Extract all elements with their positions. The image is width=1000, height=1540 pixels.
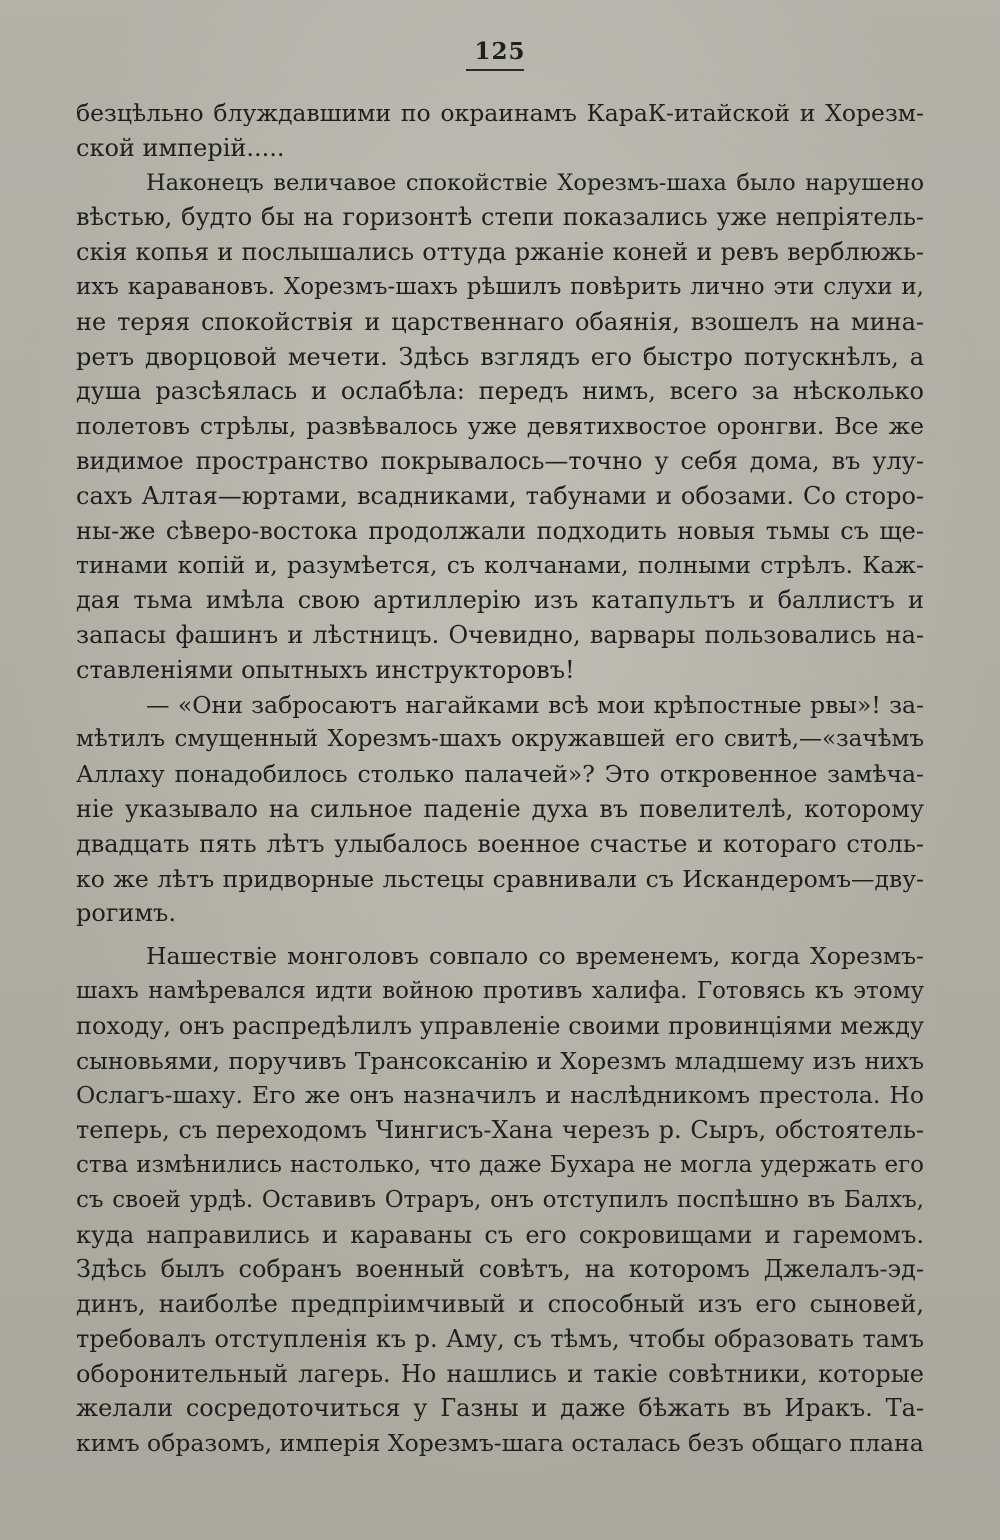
text-line: кимъ образомъ, имперія Хорезмъ-шага осталась безъ общаго плана	[76, 1429, 924, 1458]
paragraph	[76, 96, 924, 166]
text-line: оборонительный лагерь. Но нашлись и такіе совѣтники, которые	[76, 1359, 924, 1388]
text-line: видимое пространство покрывалось—точно у себя дома, въ улу-	[76, 446, 924, 475]
page-number: 125	[474, 38, 526, 65]
text-line: куда направились и караваны съ его сокровищами и гаремомъ.	[76, 1220, 924, 1249]
text-line: съ своей урдѣ. Оставивъ Отраръ, онъ отступилъ поспѣшно въ Балхъ,	[76, 1186, 924, 1213]
text-line: скія копья и послышались оттуда ржаніе коней и ревъ верблюжь-	[76, 238, 924, 267]
text-line: вѣстью, будто бы на горизонтѣ степи показались уже непріятель-	[76, 203, 924, 232]
text-line: желали сосредоточиться у Газны и даже бѣжать въ Иракъ. Та-	[76, 1394, 924, 1423]
text-line: походу, онъ распредѣлилъ управленіе своими провинціями между	[76, 1011, 924, 1040]
text-line: ко же лѣтъ придворные льстецы сравнивали съ Искандеромъ—дву-	[76, 864, 924, 893]
text-line: ихъ каравановъ. Хорезмъ-шахъ рѣшилъ повѣрить лично эти слухи и,	[76, 273, 924, 300]
text-line: динъ, наиболѣе предпріимчивый и способный изъ его сыновей,	[76, 1290, 924, 1319]
page-number-underline	[466, 69, 524, 71]
text-line: ретъ дворцовой мечети. Здѣсь взглядъ его быстро потускнѣлъ, а	[76, 342, 924, 371]
text-line: ства измѣнились настолько, что даже Бухара не могла удержать его	[76, 1151, 924, 1178]
text-line: двадцать пять лѣтъ улыбалось военное счастье и котораго столь-	[76, 829, 924, 858]
text-line: ніе указывало на сильное паденіе духа въ повелителѣ, которому	[76, 794, 924, 823]
paragraph-gap	[76, 931, 924, 939]
text-line: мѣтилъ смущенный Хорезмъ-шахъ окружавшей его свитѣ,—«зачѣмъ	[76, 726, 924, 753]
text-line: рогимъ.	[76, 899, 176, 928]
text-line: сыновьями, поручивъ Трансоксанію и Хорезмъ младшему изъ нихъ	[76, 1046, 924, 1075]
paragraph	[76, 939, 924, 1461]
text-line: Ослагъ-шаху. Его же онъ назначилъ и наслѣдникомъ престола. Но	[76, 1081, 924, 1110]
text-line: полетовъ стрѣлы, развѣвалось уже девятихвостое оронгви. Все же	[76, 412, 924, 441]
text-line: душа разсѣялась и ослабѣла: передъ нимъ, всего за нѣсколько	[76, 377, 924, 406]
paragraph	[76, 166, 924, 688]
text-line: сахъ Алтая—юртами, всадниками, табунами и обозами. Со сторо-	[76, 481, 924, 510]
text-line: ставленіями опытныхъ инструкторовъ!	[76, 655, 575, 684]
text-line: дая тьма имѣла свою артиллерію изъ катапультъ и баллистъ и	[76, 586, 924, 615]
text-line: безцѣльно блуждавшими по окраинамъ КараК-итайской и Хорезм-	[76, 99, 924, 127]
text-line: ской имперій.....	[76, 133, 285, 162]
text-line: Аллаху понадобилось столько палачей»? Это откровенное замѣча-	[76, 760, 924, 789]
text-line: Нашествіе монголовъ совпало со временемъ, когда Хорезмъ-	[146, 942, 924, 971]
text-line: тинами копій и, разумѣется, съ колчанами, полными стрѣлъ. Каж-	[76, 551, 924, 580]
text-line: ны-же сѣверо-востока продолжали подходить новыя тьмы съ ще-	[76, 516, 924, 545]
text-line: — «Они забросаютъ нагайками всѣ мои крѣпостные рвы»! за-	[146, 690, 924, 719]
text-line: не теряя спокойствія и царственнаго обаянія, взошелъ на мина-	[76, 307, 924, 336]
text-line: запасы фашинъ и лѣстницъ. Очевидно, варвары пользовались на-	[76, 620, 924, 649]
paragraph	[76, 688, 924, 932]
text-line: Наконецъ величавое спокойствіе Хорезмъ-шаха было нарушено	[146, 169, 924, 196]
text-line: Здѣсь былъ собранъ военный совѣтъ, на которомъ Джелалъ-эд-	[76, 1255, 924, 1284]
text-line: шахъ намѣревался идти войною противъ халифа. Готовясь къ этому	[76, 977, 924, 1004]
text-line: требовалъ отступленія къ р. Аму, съ тѣмъ, чтобы образовать тамъ	[76, 1324, 924, 1353]
text-line: теперь, съ переходомъ Чингисъ-Хана черезъ р. Сыръ, обстоятель-	[76, 1116, 924, 1145]
body-text	[76, 96, 924, 1461]
